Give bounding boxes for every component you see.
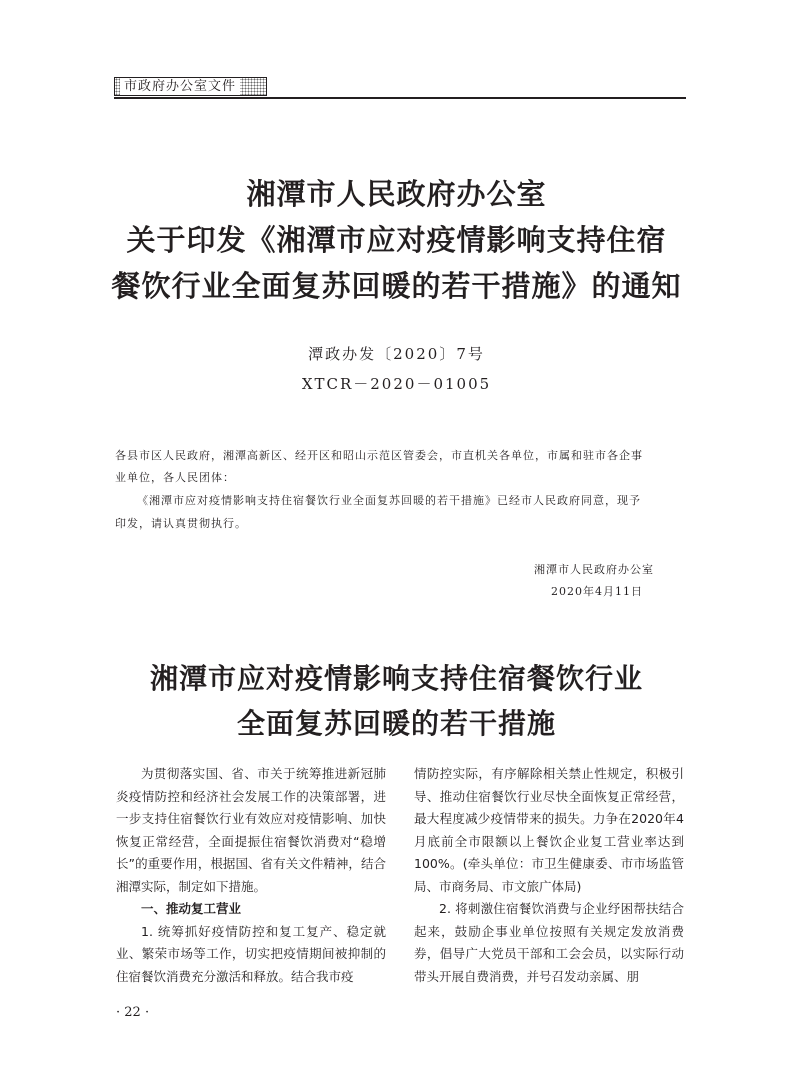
intro-paragraph: 为贯彻落实国、省、市关于统筹推进新冠肺炎疫情防控和经济社会发展工作的决策部署，进一步支持住宿餐饮行业有效应对疫情影响、加快恢复正常经营，全面提振住宿餐饮消费对“稳增长”的重要作用，根据国、省有关文件精神，结合湘潭实际，制定如下措施。 bbox=[116, 766, 386, 894]
notice-title-line-3: 餐饮行业全面复苏回暖的若干措施》的通知 bbox=[111, 269, 682, 303]
recipients-line-2: 业单位，各人民团体： bbox=[115, 471, 235, 484]
page-number: · 22 · bbox=[116, 1005, 150, 1020]
item-2-paragraph: 2. 将刺激住宿餐饮消费与企业纾困帮扶结合起来，鼓励企事业单位按照有关规定发放消费券，倡导广大党员干部和工会会员，以实际行动带头开展自费消费，并号召发动亲属、朋 bbox=[414, 901, 684, 984]
signature: 湘潭市人民政府办公室 bbox=[534, 563, 654, 576]
notice-title-line-2: 关于印发《湘潭市应对疫情影响支持住宿 bbox=[126, 223, 667, 257]
section-1-heading: 一、推动复工营业 bbox=[141, 901, 242, 916]
measures-title-line-1: 湘潭市应对疫情影响支持住宿餐饮行业 bbox=[149, 662, 643, 695]
left-column bbox=[116, 763, 386, 988]
section-label: 市政府办公室文件 bbox=[120, 78, 240, 95]
item-1-paragraph: 1. 统筹抓好疫情防控和复工复产、稳定就业、繁荣市场等工作，切实把疫情期间被抑制的住宿餐饮消费充分激活和释放。结合我市疫 bbox=[116, 923, 386, 984]
section-label-box bbox=[114, 77, 267, 96]
recipients-line-1: 各县市区人民政府，湘潭高新区、经开区和昭山示范区管委会，市直机关各单位，市属和驻市各企事 bbox=[115, 449, 643, 462]
notice-body-line-1: 《湘潭市应对疫情影响支持住宿餐饮行业全面复苏回暖的若干措施》已经市人民政府同意，现予 bbox=[137, 494, 641, 507]
notice-title-line-1: 湘潭市人民政府办公室 bbox=[246, 177, 547, 211]
measures-title-line-2: 全面复苏回暖的若干措施 bbox=[236, 707, 556, 740]
right-column bbox=[414, 763, 684, 988]
doc-code: XTCR－2020－01005 bbox=[301, 375, 492, 393]
doc-number: 潭政办发〔2020〕7号 bbox=[308, 345, 485, 363]
date: 2020年4月11日 bbox=[551, 585, 643, 598]
item-1-continued: 情防控实际，有序解除相关禁止性规定，积极引导、推动住宿餐饮行业尽快全面恢复正常经营，最大程度减少疫情带来的损失。力争在2020年4月底前全市限额以上餐饮企业复工营业率达到100%。(牵头单位：市卫生健康委、市市场监管局、市商务局、市文旅广体局) bbox=[414, 766, 684, 894]
header-rule bbox=[114, 97, 686, 99]
notice-body-line-2: 印发，请认真贯彻执行。 bbox=[115, 517, 247, 530]
